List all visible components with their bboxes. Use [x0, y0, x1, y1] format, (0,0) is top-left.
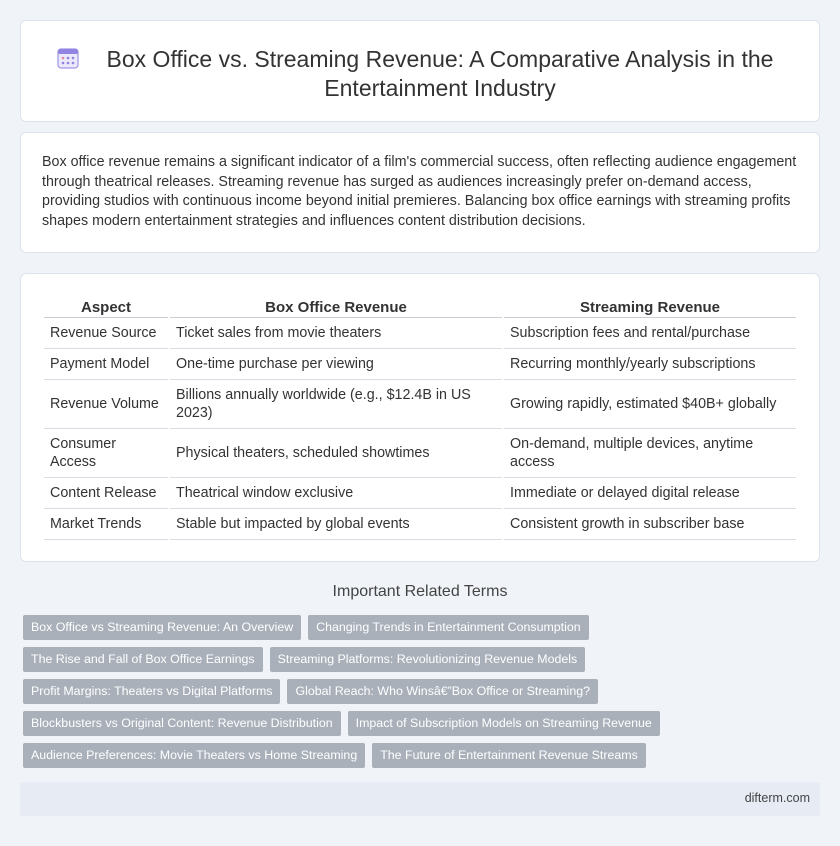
cell-aspect: Payment Model: [44, 349, 168, 380]
table-header-row: [44, 296, 796, 318]
cell-aspect: Market Trends: [44, 509, 168, 540]
cell-aspect: Revenue Source: [44, 318, 168, 349]
cell-streaming: Consistent growth in subscriber base: [504, 509, 796, 540]
cell-streaming: Growing rapidly, estimated $40B+ globally: [504, 380, 796, 429]
cell-streaming: Recurring monthly/yearly subscriptions: [504, 349, 796, 380]
table-row: [44, 429, 796, 478]
related-terms-list: [23, 615, 813, 768]
table-row: [44, 509, 796, 540]
header-box-office: Box Office Revenue: [170, 296, 502, 318]
cell-box-office: One-time purchase per viewing: [170, 349, 502, 380]
term-tag[interactable]: Impact of Subscription Models on Streaming Revenue: [348, 711, 660, 736]
term-tag[interactable]: Changing Trends in Entertainment Consumption: [308, 615, 589, 640]
term-tag[interactable]: The Future of Entertainment Revenue Streams: [372, 743, 646, 768]
cell-box-office: Stable but impacted by global events: [170, 509, 502, 540]
intro-card: [20, 132, 820, 253]
comparison-card: [20, 273, 820, 562]
page-title: Box Office vs. Streaming Revenue: A Comparative Analysis in the Entertainment Industry: [106, 46, 774, 101]
term-tag[interactable]: Audience Preferences: Movie Theaters vs Home Streaming: [23, 743, 365, 768]
cell-box-office: Ticket sales from movie theaters: [170, 318, 502, 349]
cell-streaming: Immediate or delayed digital release: [504, 478, 796, 509]
term-tag[interactable]: Profit Margins: Theaters vs Digital Platforms: [23, 679, 280, 704]
cell-streaming: On-demand, multiple devices, anytime access: [504, 429, 796, 478]
intro-paragraph: Box office revenue remains a significant indicator of a film's commercial success, often reflecting audience engagement through theatrical releases. Streaming revenue has surged as audiences increasingly prefer on-demand access, providing studios with continuous income beyond initial premieres. Balancing box office earnings with streaming profits shapes modern entertainment strategies and influences content distribution decisions.: [42, 154, 797, 229]
table-row: [44, 478, 796, 509]
footer-site-link[interactable]: difterm.com: [744, 791, 810, 805]
related-terms-heading: Important Related Terms: [332, 583, 508, 600]
cell-aspect: Content Release: [44, 478, 168, 509]
table-row: [44, 318, 796, 349]
comparison-table: [42, 296, 798, 540]
cell-streaming: Subscription fees and rental/purchase: [504, 318, 796, 349]
table-row: [44, 349, 796, 380]
cell-aspect: Consumer Access: [44, 429, 168, 478]
cell-box-office: Billions annually worldwide (e.g., $12.4B in US 2023): [170, 380, 502, 429]
term-tag[interactable]: Global Reach: Who Winsâ€”Box Office or Streaming?: [287, 679, 598, 704]
cell-box-office: Physical theaters, scheduled showtimes: [170, 429, 502, 478]
header-aspect: Aspect: [44, 296, 168, 318]
table-row: [44, 380, 796, 429]
cell-box-office: Theatrical window exclusive: [170, 478, 502, 509]
term-tag[interactable]: The Rise and Fall of Box Office Earnings: [23, 647, 263, 672]
title-card: [20, 20, 820, 122]
term-tag[interactable]: Streaming Platforms: Revolutionizing Revenue Models: [270, 647, 586, 672]
cell-aspect: Revenue Volume: [44, 380, 168, 429]
footer: [20, 782, 820, 816]
term-tag[interactable]: Blockbusters vs Original Content: Revenue Distribution: [23, 711, 341, 736]
header-streaming: Streaming Revenue: [504, 296, 796, 318]
term-tag[interactable]: Box Office vs Streaming Revenue: An Overview: [23, 615, 301, 640]
